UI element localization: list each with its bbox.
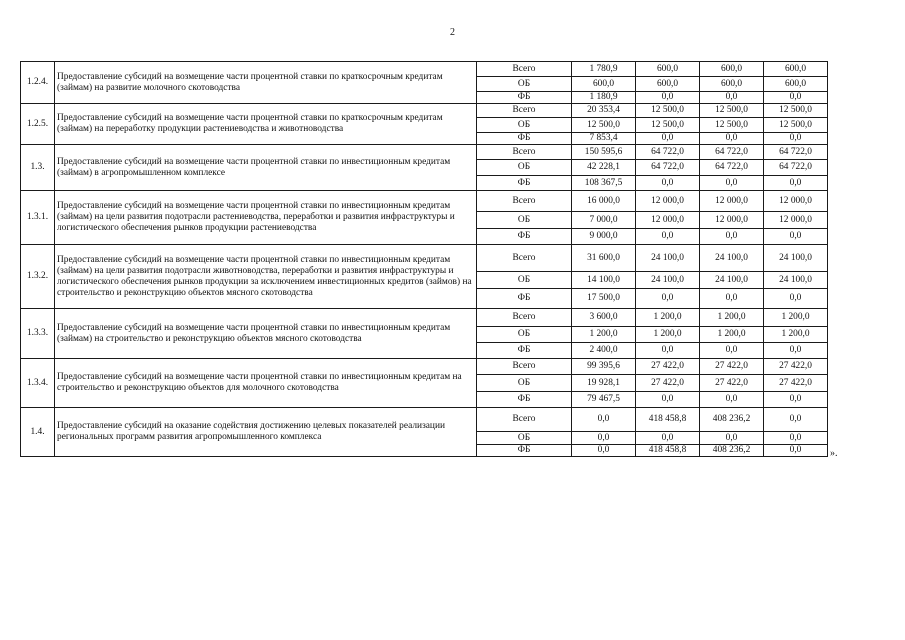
amount-cell: 600,0 bbox=[636, 77, 700, 92]
amount-cell: 12 500,0 bbox=[764, 118, 828, 133]
amount-cell: 12 000,0 bbox=[700, 212, 764, 229]
amount-cell: 64 722,0 bbox=[700, 145, 764, 160]
amount-cell: 408 236,2 bbox=[700, 408, 764, 432]
amount-cell: 0,0 bbox=[764, 392, 828, 408]
amount-cell: 12 500,0 bbox=[700, 104, 764, 118]
amount-cell: 0,0 bbox=[636, 229, 700, 245]
amount-cell: 7 853,4 bbox=[572, 133, 636, 145]
amount-cell: 418 458,8 bbox=[636, 408, 700, 432]
amount-cell: 0,0 bbox=[636, 432, 700, 445]
amount-cell: 2 400,0 bbox=[572, 343, 636, 359]
amount-cell: 12 500,0 bbox=[764, 104, 828, 118]
amount-cell: 31 600,0 bbox=[572, 245, 636, 272]
funding-source: ФБ bbox=[477, 445, 572, 457]
amount-cell: 418 458,8 bbox=[636, 445, 700, 457]
row-description: Предоставление субсидий на возмещение части процентной ставки по краткосрочным кредитам (займам) на переработку продукции растениеводства и животноводства bbox=[55, 104, 477, 145]
row-description: Предоставление субсидий на возмещение части процентной ставки по инвестиционным кредитам (займам) на строительство и реконструкцию объектов мясного скотоводства bbox=[55, 309, 477, 359]
row-code: 1.4. bbox=[21, 408, 55, 457]
amount-cell: 0,0 bbox=[764, 408, 828, 432]
amount-cell: 0,0 bbox=[764, 445, 828, 457]
table-row bbox=[21, 104, 828, 118]
amount-cell: 0,0 bbox=[700, 432, 764, 445]
funding-source: Всего bbox=[477, 145, 572, 160]
amount-cell: 0,0 bbox=[700, 92, 764, 104]
amount-cell: 600,0 bbox=[572, 77, 636, 92]
row-description: Предоставление субсидий на возмещение части процентной ставки по краткосрочным кредитам (займам) на развитие молочного скотоводства bbox=[55, 62, 477, 104]
amount-cell: 600,0 bbox=[764, 62, 828, 77]
row-code: 1.3.1. bbox=[21, 191, 55, 245]
row-code: 1.3.2. bbox=[21, 245, 55, 309]
page-number: 2 bbox=[450, 27, 455, 38]
row-description: Предоставление субсидий на возмещение части процентной ставки по инвестиционным кредитам (займам) на цели развития подотрасли растениеводства, переработки и развития инфраструктуры и логистического обеспечения рынков продукции растениеводства bbox=[55, 191, 477, 245]
amount-cell: 600,0 bbox=[700, 77, 764, 92]
amount-cell: 42 228,1 bbox=[572, 160, 636, 176]
amount-cell: 1 200,0 bbox=[636, 309, 700, 327]
amount-cell: 12 500,0 bbox=[700, 118, 764, 133]
amount-cell: 0,0 bbox=[636, 392, 700, 408]
amount-cell: 12 500,0 bbox=[636, 118, 700, 133]
amount-cell: 0,0 bbox=[572, 432, 636, 445]
amount-cell: 19 928,1 bbox=[572, 375, 636, 392]
amount-cell: 0,0 bbox=[636, 343, 700, 359]
row-description: Предоставление субсидий на возмещение части процентной ставки по инвестиционным кредитам на строительство и реконструкцию объектов для молочного скотоводства bbox=[55, 359, 477, 408]
table-row bbox=[21, 145, 828, 160]
closing-mark: ». bbox=[830, 448, 838, 459]
amount-cell: 108 367,5 bbox=[572, 176, 636, 191]
amount-cell: 600,0 bbox=[700, 62, 764, 77]
funding-source: ОБ bbox=[477, 118, 572, 133]
amount-cell: 24 100,0 bbox=[700, 245, 764, 272]
funding-source: ФБ bbox=[477, 229, 572, 245]
table-row bbox=[21, 408, 828, 432]
amount-cell: 600,0 bbox=[764, 77, 828, 92]
amount-cell: 408 236,2 bbox=[700, 445, 764, 457]
amount-cell: 0,0 bbox=[700, 133, 764, 145]
amount-cell: 64 722,0 bbox=[764, 160, 828, 176]
amount-cell: 16 000,0 bbox=[572, 191, 636, 212]
funding-source: ОБ bbox=[477, 272, 572, 289]
funding-source: Всего bbox=[477, 359, 572, 375]
amount-cell: 12 000,0 bbox=[764, 191, 828, 212]
funding-source: Всего bbox=[477, 191, 572, 212]
amount-cell: 64 722,0 bbox=[764, 145, 828, 160]
table-row bbox=[21, 62, 828, 77]
funding-source: ОБ bbox=[477, 160, 572, 176]
amount-cell: 0,0 bbox=[572, 445, 636, 457]
funding-source: ОБ bbox=[477, 212, 572, 229]
amount-cell: 12 000,0 bbox=[636, 212, 700, 229]
amount-cell: 24 100,0 bbox=[636, 272, 700, 289]
amount-cell: 17 500,0 bbox=[572, 289, 636, 309]
amount-cell: 27 422,0 bbox=[636, 375, 700, 392]
amount-cell: 9 000,0 bbox=[572, 229, 636, 245]
amount-cell: 0,0 bbox=[700, 392, 764, 408]
funding-source: ОБ bbox=[477, 432, 572, 445]
amount-cell: 14 100,0 bbox=[572, 272, 636, 289]
amount-cell: 20 353,4 bbox=[572, 104, 636, 118]
amount-cell: 0,0 bbox=[636, 133, 700, 145]
row-description: Предоставление субсидий на возмещение части процентной ставки по инвестиционным кредитам (займам) на цели развития подотрасли животноводства, переработки и развития инфраструктуры и логистического обеспечения рынков продукции за исключением инвестиционных кредитов (займов) на строительство и реконструкцию объектов мясного скотоводства bbox=[55, 245, 477, 309]
amount-cell: 27 422,0 bbox=[636, 359, 700, 375]
amount-cell: 0,0 bbox=[700, 343, 764, 359]
amount-cell: 64 722,0 bbox=[636, 145, 700, 160]
amount-cell: 12 000,0 bbox=[764, 212, 828, 229]
row-description: Предоставление субсидий на оказание содействия достижению целевых показателей реализации региональных программ развития агропромышленного комплекса bbox=[55, 408, 477, 457]
table-row bbox=[21, 245, 828, 272]
table-body bbox=[21, 62, 828, 457]
amount-cell: 64 722,0 bbox=[700, 160, 764, 176]
amount-cell: 12 500,0 bbox=[636, 104, 700, 118]
funding-source: ФБ bbox=[477, 133, 572, 145]
amount-cell: 0,0 bbox=[700, 176, 764, 191]
amount-cell: 27 422,0 bbox=[700, 375, 764, 392]
amount-cell: 1 200,0 bbox=[636, 327, 700, 343]
amount-cell: 27 422,0 bbox=[700, 359, 764, 375]
row-code: 1.3. bbox=[21, 145, 55, 191]
amount-cell: 12 000,0 bbox=[700, 191, 764, 212]
amount-cell: 3 600,0 bbox=[572, 309, 636, 327]
funding-source: ФБ bbox=[477, 392, 572, 408]
amount-cell: 24 100,0 bbox=[700, 272, 764, 289]
row-code: 1.3.3. bbox=[21, 309, 55, 359]
funding-source: ОБ bbox=[477, 327, 572, 343]
amount-cell: 150 595,6 bbox=[572, 145, 636, 160]
funding-source: Всего bbox=[477, 245, 572, 272]
amount-cell: 600,0 bbox=[636, 62, 700, 77]
subsidy-table bbox=[20, 61, 828, 457]
amount-cell: 1 200,0 bbox=[764, 327, 828, 343]
amount-cell: 12 500,0 bbox=[572, 118, 636, 133]
amount-cell: 79 467,5 bbox=[572, 392, 636, 408]
funding-source: ОБ bbox=[477, 375, 572, 392]
amount-cell: 0,0 bbox=[764, 289, 828, 309]
funding-source: ФБ bbox=[477, 176, 572, 191]
amount-cell: 99 395,6 bbox=[572, 359, 636, 375]
amount-cell: 7 000,0 bbox=[572, 212, 636, 229]
funding-source: Всего bbox=[477, 408, 572, 432]
amount-cell: 0,0 bbox=[764, 343, 828, 359]
amount-cell: 0,0 bbox=[572, 408, 636, 432]
amount-cell: 1 780,9 bbox=[572, 62, 636, 77]
amount-cell: 0,0 bbox=[764, 432, 828, 445]
amount-cell: 0,0 bbox=[636, 92, 700, 104]
row-code: 1.2.4. bbox=[21, 62, 55, 104]
funding-source: Всего bbox=[477, 309, 572, 327]
amount-cell: 1 200,0 bbox=[572, 327, 636, 343]
table-row bbox=[21, 359, 828, 375]
row-code: 1.3.4. bbox=[21, 359, 55, 408]
amount-cell: 1 200,0 bbox=[700, 327, 764, 343]
amount-cell: 1 200,0 bbox=[700, 309, 764, 327]
amount-cell: 0,0 bbox=[764, 229, 828, 245]
funding-source: Всего bbox=[477, 104, 572, 118]
amount-cell: 64 722,0 bbox=[636, 160, 700, 176]
funding-source: ФБ bbox=[477, 289, 572, 309]
amount-cell: 24 100,0 bbox=[764, 272, 828, 289]
amount-cell: 12 000,0 bbox=[636, 191, 700, 212]
amount-cell: 0,0 bbox=[700, 289, 764, 309]
funding-source: ФБ bbox=[477, 343, 572, 359]
amount-cell: 0,0 bbox=[764, 133, 828, 145]
row-code: 1.2.5. bbox=[21, 104, 55, 145]
amount-cell: 0,0 bbox=[700, 229, 764, 245]
amount-cell: 24 100,0 bbox=[636, 245, 700, 272]
amount-cell: 1 200,0 bbox=[764, 309, 828, 327]
amount-cell: 0,0 bbox=[636, 176, 700, 191]
amount-cell: 27 422,0 bbox=[764, 359, 828, 375]
amount-cell: 0,0 bbox=[764, 92, 828, 104]
table-row bbox=[21, 191, 828, 212]
funding-source: ОБ bbox=[477, 77, 572, 92]
amount-cell: 0,0 bbox=[636, 289, 700, 309]
amount-cell: 0,0 bbox=[764, 176, 828, 191]
table-row bbox=[21, 309, 828, 327]
amount-cell: 1 180,9 bbox=[572, 92, 636, 104]
row-description: Предоставление субсидий на возмещение части процентной ставки по инвестиционным кредитам (займам) в агропромышленном комплексе bbox=[55, 145, 477, 191]
amount-cell: 24 100,0 bbox=[764, 245, 828, 272]
funding-source: Всего bbox=[477, 62, 572, 77]
funding-source: ФБ bbox=[477, 92, 572, 104]
amount-cell: 27 422,0 bbox=[764, 375, 828, 392]
